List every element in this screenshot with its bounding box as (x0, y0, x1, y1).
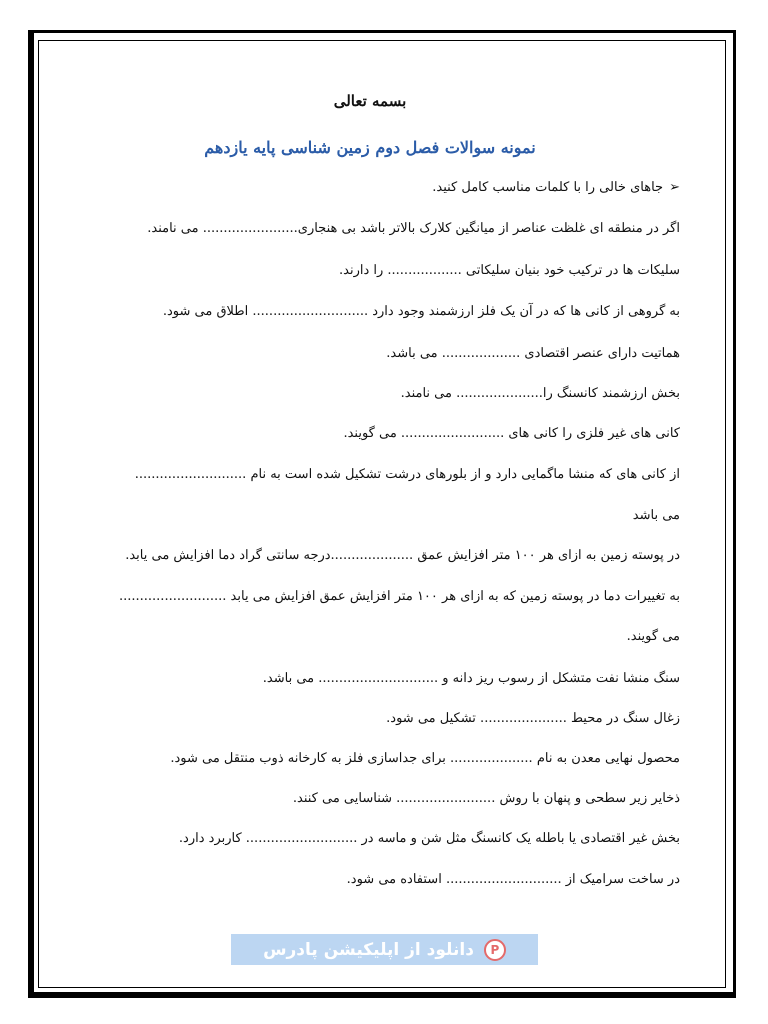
question-12: محصول نهایی معدن به نام .................... برای جداسازی فلز به کارخانه ذوب منتقل می شود. (170, 751, 680, 766)
question-15: در ساخت سرامیک از ............................ استفاده می شود. (346, 872, 680, 887)
question-3: به گروهی از کانی ها که در آن یک فلز ارزشمند وجود دارد ............................ اطلاق می شود. (162, 304, 680, 319)
check-arrow-icon: ➢ (669, 180, 680, 195)
question-1: اگر در منطقه ای غلظت عناصر از میانگین کلارک بالاتر باشد بی هنجاری....................... می نامند. (147, 221, 680, 236)
instruction-text: جاهای خالی را با کلمات مناسب کامل کنید. (432, 180, 664, 195)
document-page (60, 0, 680, 1024)
question-14: بخش غیر اقتصادی یا باطله یک کانسنگ مثل شن و ماسه در ........................... کاربرد دارد. (178, 831, 680, 846)
question-9-continued: می گویند. (626, 629, 680, 644)
question-2: سلیکات ها در ترکیب خود بنیان سلیکاتی .................. را دارند. (339, 263, 680, 278)
question-10: سنگ منشا نفت متشکل از رسوب ریز دانه و ............................. می باشد. (262, 671, 680, 686)
question-9: به تغییرات دما در پوسته زمین که به ازای هر ۱۰۰ متر افزایش عمق افزایش می یابد .......................... (118, 589, 680, 604)
question-7-continued: می باشد (632, 508, 680, 523)
question-4: هماتیت دارای عنصر اقتصادی ................... می باشد. (386, 346, 680, 361)
question-6: کانی های غیر فلزی را کانی های ......................... می گویند. (343, 426, 680, 441)
document-header: بسمه تعالی (333, 92, 407, 110)
padars-logo-letter: P (490, 942, 500, 957)
download-app-banner[interactable] (231, 934, 538, 965)
question-7: از کانی های که منشا ماگمایی دارد و از بلورهای درشت تشکیل شده است به نام ........................... (134, 467, 680, 482)
question-11: زغال سنگ در محیط ..................... تشکیل می شود. (386, 711, 680, 726)
question-8: در پوسته زمین به ازای هر ۱۰۰ متر افزایش عمق ....................درجه سانتی گراد دما افزایش می یابد. (125, 548, 680, 563)
document-title: نمونه سوالات فصل دوم زمین شناسی پایه یازدهم (204, 138, 536, 157)
padars-logo-icon (484, 939, 506, 961)
instruction-line (80, 180, 680, 195)
question-5: بخش ارزشمند کانسنگ را..................... می نامند. (400, 386, 680, 401)
download-app-text: دانلود از اپلیکیشن پادرس (263, 939, 474, 960)
question-13: ذخایر زیر سطحی و پنهان با روش ........................ شناسایی می کنند. (292, 791, 680, 806)
